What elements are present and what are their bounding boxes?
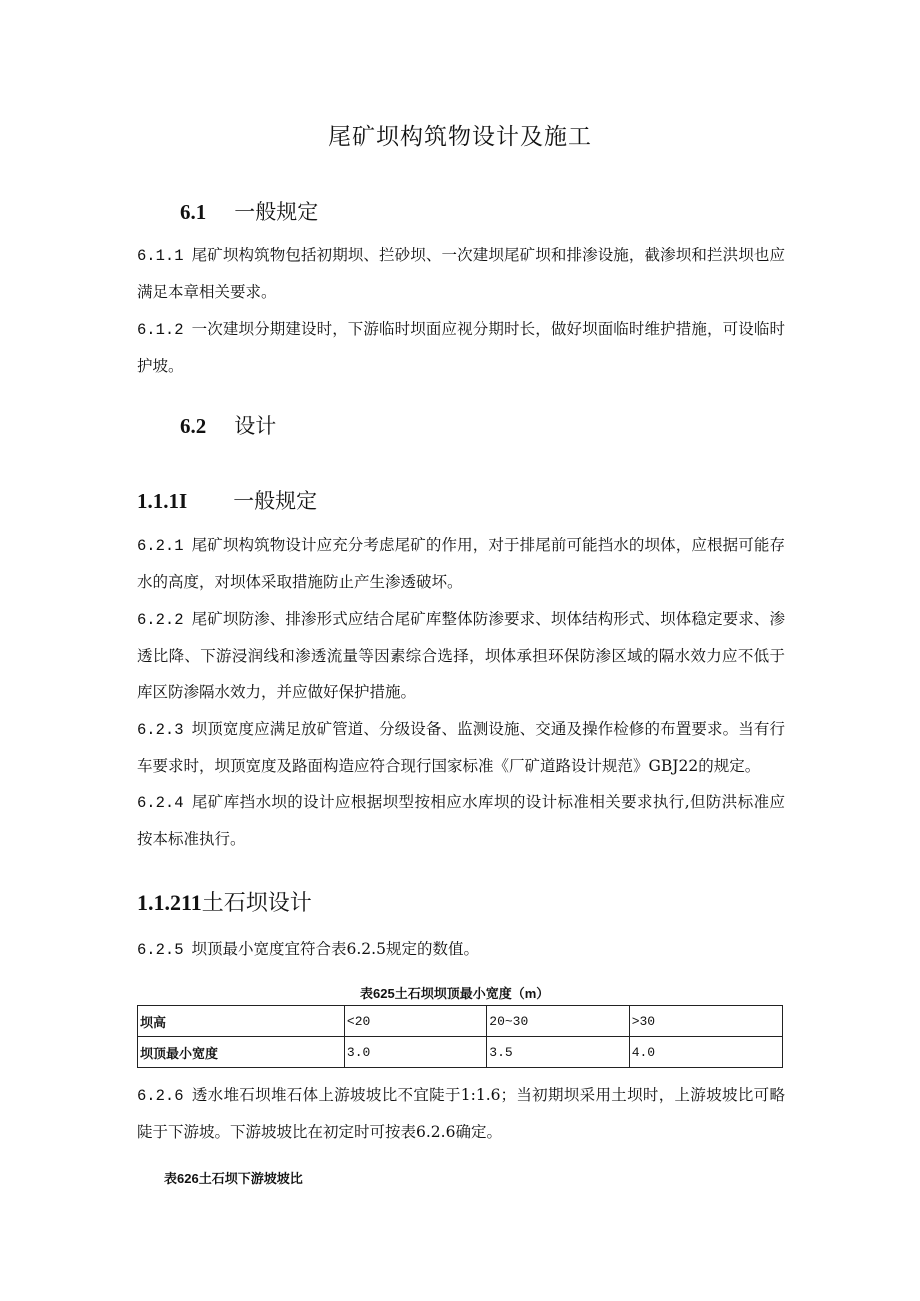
paragraph-6-2-1 bbox=[137, 527, 785, 600]
table-row bbox=[138, 1006, 783, 1037]
section-title: 设计 bbox=[234, 414, 277, 438]
section-title: 一般规定 bbox=[234, 200, 319, 224]
table-6-2-5-caption: 表625土石坝坝顶最小宽度（m） bbox=[360, 986, 550, 1001]
paragraph-6-2-4 bbox=[137, 784, 785, 857]
clause-text: 尾矿库挡水坝的设计应根据坝型按相应水库坝的设计标准相关要求执行,但防洪标准应按本标准执行。 bbox=[137, 793, 785, 848]
table-cell: <20 bbox=[344, 1006, 486, 1037]
clause-text: 坝顶宽度应满足放矿管道、分级设备、监测设施、交通及操作检修的布置要求。当有行车要求时，坝顶宽度及路面构造应符合现行国家标准《厂矿道路设计规范》GBJ22的规定。 bbox=[137, 720, 785, 775]
paragraph-6-1-1 bbox=[137, 237, 785, 310]
table-cell: 3.0 bbox=[344, 1037, 486, 1068]
clause-number: 6.2.4 bbox=[137, 794, 184, 812]
clause-text: 尾矿坝构筑物包括初期坝、拦砂坝、一次建坝尾矿坝和排渗设施，截渗坝和拦洪坝也应满足本章相关要求。 bbox=[137, 246, 785, 301]
section-number: 1.1.211 bbox=[137, 890, 202, 915]
clause-text: 坝顶最小宽度宜符合表6.2.5规定的数值。 bbox=[191, 940, 479, 958]
table-cell: >30 bbox=[629, 1006, 782, 1037]
table-6-2-5 bbox=[137, 1005, 783, 1068]
clause-number: 6.2.6 bbox=[137, 1087, 184, 1105]
clause-number: 6.1.1 bbox=[137, 247, 184, 265]
section-number: 6.2 bbox=[180, 414, 207, 438]
clause-number: 6.2.2 bbox=[137, 611, 184, 629]
table-cell: 坝高 bbox=[138, 1006, 345, 1037]
paragraph-6-2-2 bbox=[137, 601, 785, 710]
paragraph-6-2-5 bbox=[137, 931, 785, 968]
section-6-1-heading bbox=[180, 196, 318, 226]
clause-number: 6.2.1 bbox=[137, 537, 184, 555]
table-row bbox=[138, 1037, 783, 1068]
clause-text: 尾矿坝构筑物设计应充分考虑尾矿的作用，对于排尾前可能挡水的坝体，应根据可能存水的高度，对坝体采取措施防止产生渗透破坏。 bbox=[137, 536, 785, 591]
table-cell: 4.0 bbox=[629, 1037, 782, 1068]
paragraph-6-2-6 bbox=[137, 1077, 785, 1150]
document-title: 尾矿坝构筑物设计及施工 bbox=[328, 124, 592, 150]
clause-text: 透水堆石坝堆石体上游坡坡比不宜陡于1:1.6；当初期坝采用土坝时，上游坡坡比可略陡于下游坡。下游坡坡比在初定时可按表6.2.6确定。 bbox=[137, 1086, 785, 1141]
section-number: 1.1.1I bbox=[137, 489, 188, 513]
table-cell: 3.5 bbox=[487, 1037, 629, 1068]
clause-text: 尾矿坝防渗、排渗形式应结合尾矿库整体防渗要求、坝体结构形式、坝体稳定要求、渗透比降、下游浸润线和渗透流量等因素综合选择，坝体承担环保防渗区域的隔水效力应不低于库区防渗隔水效力，并应做好保护措施。 bbox=[137, 610, 785, 701]
table-cell: 20~30 bbox=[487, 1006, 629, 1037]
table-6-2-6-caption: 表626土石坝下游坡坡比 bbox=[164, 1171, 303, 1186]
section-title: 土石坝设计 bbox=[201, 891, 312, 916]
section-6-2-heading bbox=[180, 410, 276, 440]
paragraph-6-2-3 bbox=[137, 711, 785, 784]
clause-number: 6.2.3 bbox=[137, 721, 184, 739]
clause-text: 一次建坝分期建设时，下游临时坝面应视分期时长，做好坝面临时维护措施，可设临时护坡。 bbox=[137, 320, 785, 375]
subsection-1-1-2-heading bbox=[137, 886, 312, 917]
section-title: 一般规定 bbox=[233, 489, 318, 513]
section-number: 6.1 bbox=[180, 200, 207, 224]
clause-number: 6.1.2 bbox=[137, 321, 184, 339]
paragraph-6-1-2 bbox=[137, 311, 785, 384]
subsection-1-1-1-heading bbox=[137, 485, 317, 515]
table-cell: 坝顶最小宽度 bbox=[138, 1037, 345, 1068]
clause-number: 6.2.5 bbox=[137, 941, 184, 959]
